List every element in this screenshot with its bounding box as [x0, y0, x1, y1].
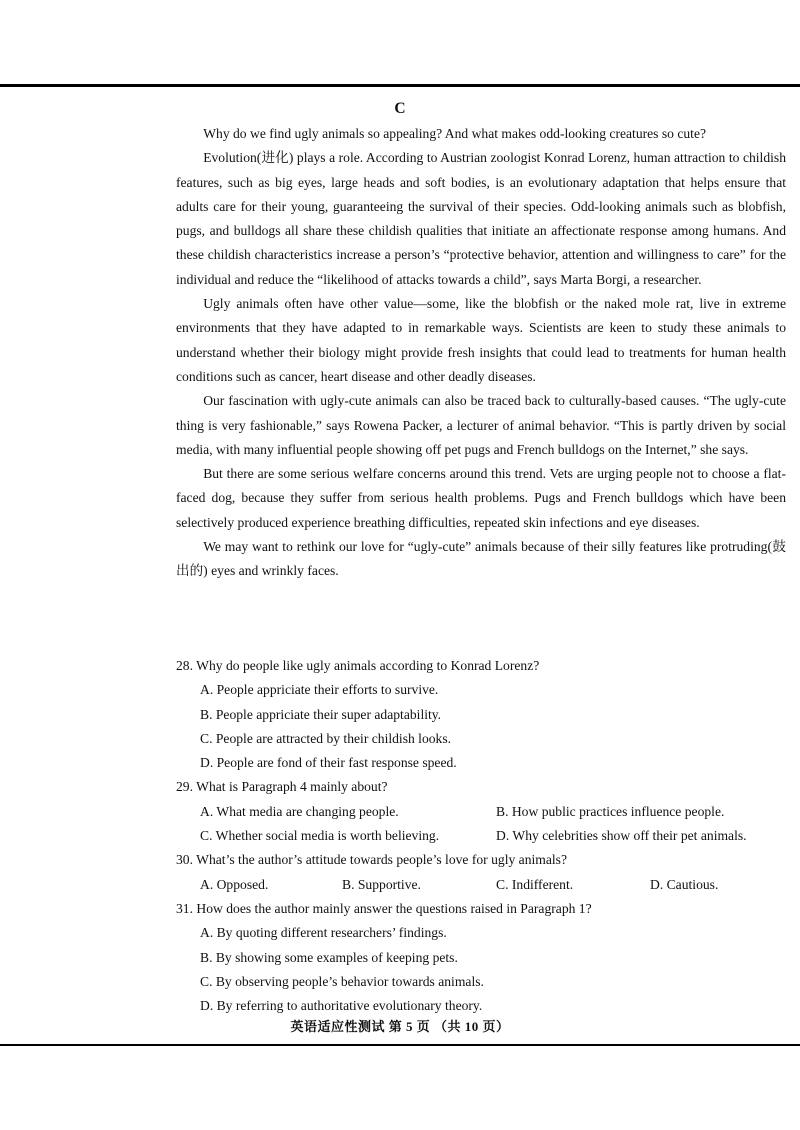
passage-paragraph-2: Evolution(进化) plays a role. According to Austrian zoologist Konrad Lorenz, human attraction to childish features, such as big eyes, large heads and soft bodies, is an evolutionary adaptation that helps ensure that adults care for their young, guaranteeing the survival of their species. Odd-looking animals such as blobfish, pugs, and bulldogs all share these childish qualities that initiate an affectionate response among humans. And these childish characteristics increase a person’s “protective behavior, attention and willingness to care” for the individual and reduce the “likelihood of attacks towards a child”, says Marta Borgi, a researcher.: [176, 150, 786, 287]
question-29-option-a: A. What media are changing people.: [200, 803, 399, 819]
question-29-options-row-1: [176, 800, 786, 824]
top-rule: [0, 84, 800, 87]
question-31-option-a: A. By quoting different researchers’ findings.: [200, 925, 447, 941]
question-28-option-b: B. People appriciate their super adaptability.: [200, 706, 442, 722]
question-31-option-d: D. By referring to authoritative evolutionary theory.: [200, 998, 483, 1014]
passage-paragraph-4: Our fascination with ugly-cute animals can also be traced back to culturally-based causes. “The ugly-cute thing is very fashionable,” says Rowena Packer, a lecturer of animal behavior. “This is partly driven by social media, with many influential people showing off pet pugs and French bulldogs on the Internet,” she says.: [176, 393, 786, 457]
question-29-stem: 29. What is Paragraph 4 mainly about?: [176, 779, 388, 795]
question-29-option-b: B. How public practices influence people.: [496, 803, 725, 819]
passage-paragraph-6: We may want to rethink our love for “ugly-cute” animals because of their silly features like protruding(鼓出的) eyes and wrinkly faces.: [176, 539, 786, 579]
passage-paragraph-1: Why do we find ugly animals so appealing? And what makes odd-looking creatures so cute?: [203, 126, 707, 141]
bottom-rule: [0, 1044, 800, 1046]
question-29-options-row-2: [176, 824, 786, 848]
page-footer: 英语适应性测试 第 5 页 （共 10 页）: [290, 1019, 510, 1034]
question-29-option-d: D. Why celebrities show off their pet animals.: [496, 828, 747, 844]
passage-paragraph-3: Ugly animals often have other value—some, like the blobfish or the naked mole rat, live in extreme environments that they have adapted to in remarkable ways. Scientists are keen to study these animals to understand whether their biology might provide fresh insights that could lead to treatments for human health conditions such as cancer, heart disease and other deadly diseases.: [176, 296, 786, 384]
question-28-option-a: A. People appriciate their efforts to survive.: [200, 682, 439, 698]
question-28-option-c: C. People are attracted by their childish looks.: [200, 730, 452, 746]
reading-passage: [176, 122, 786, 584]
section-heading: C: [394, 100, 406, 117]
question-30-stem: 30. What’s the author’s attitude towards people’s love for ugly animals?: [176, 852, 567, 868]
question-30-option-a: A. Opposed.: [200, 876, 269, 892]
question-31-stem: 31. How does the author mainly answer the questions raised in Paragraph 1?: [176, 900, 592, 916]
question-30-options-row: [176, 873, 786, 897]
passage-paragraph-5: But there are some serious welfare concerns around this trend. Vets are urging people not to choose a flat-faced dog, because they suffer from serious health problems. Pugs and French bulldogs which have been selectively produced experience breathing difficulties, repeated skin infections and eye diseases.: [176, 466, 786, 530]
question-30-option-b: B. Supportive.: [342, 876, 421, 892]
question-29-option-c: C. Whether social media is worth believing.: [200, 828, 440, 844]
question-30-option-c: C. Indifferent.: [496, 876, 574, 892]
question-31-option-c: C. By observing people’s behavior towards animals.: [200, 973, 484, 989]
question-list: [176, 654, 786, 1018]
question-28-stem: 28. Why do people like ugly animals according to Konrad Lorenz?: [176, 658, 540, 673]
question-31-option-b: B. By showing some examples of keeping pets.: [200, 949, 458, 965]
question-28-option-d: D. People are fond of their fast response speed.: [200, 755, 457, 771]
question-30-option-d: D. Cautious.: [650, 876, 719, 892]
